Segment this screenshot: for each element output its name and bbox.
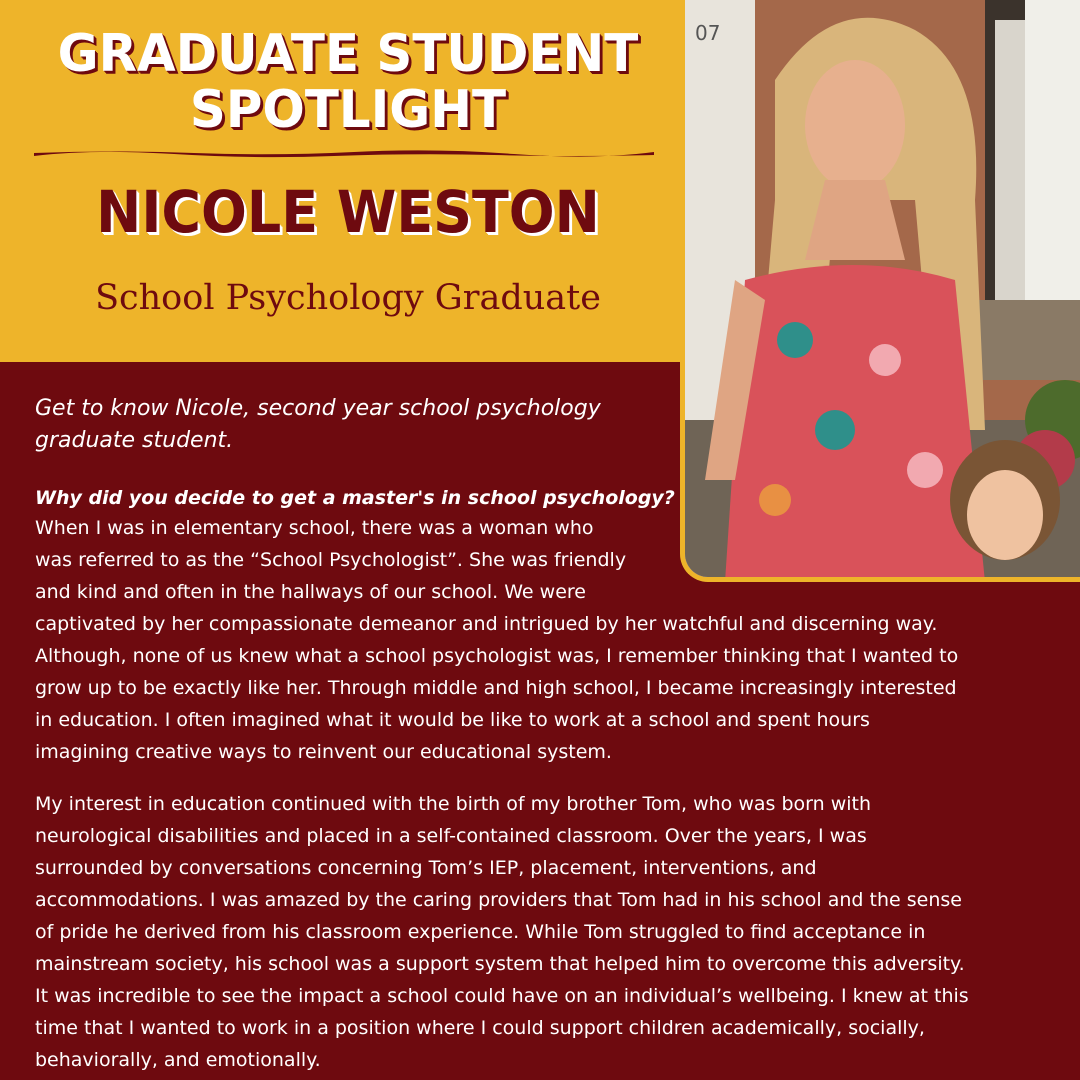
paragraph-line: grow up to be exactly like her. Through middle and high school, I became increasingly interested [35, 677, 957, 699]
program-subtitle: School Psychology Graduate [95, 278, 601, 318]
paragraph-line: and kind and often in the hallways of our school. We were [35, 581, 586, 603]
paragraph-line: When I was in elementary school, there was a woman who [35, 517, 594, 539]
headline-line-1: GRADUATE STUDENT [57, 24, 639, 84]
paragraph-line: It was incredible to see the impact a school could have on an individual’s wellbeing. I knew at this [35, 985, 969, 1007]
paragraph-line: My interest in education continued with the birth of my brother Tom, who was born with [35, 793, 872, 815]
paragraph-line: behaviorally, and emotionally. [35, 1049, 321, 1071]
paragraph-line: imagining creative ways to reinvent our educational system. [35, 741, 612, 763]
paragraph-line: of pride he derived from his classroom experience. While Tom struggled to find acceptance in [35, 921, 926, 943]
interview-question: Why did you decide to get a master's in school psychology? [35, 487, 675, 509]
paragraph-line: was referred to as the “School Psychologist”. She was friendly [35, 549, 627, 571]
answer-paragraph-1 [35, 512, 958, 768]
photo-illustration [685, 0, 1080, 582]
paragraph-line: surrounded by conversations concerning Tom’s IEP, placement, interventions, and [35, 857, 817, 879]
answer-paragraph-2 [35, 788, 969, 1076]
paragraph-line: accommodations. I was amazed by the caring providers that Tom had in his school and the sense [35, 889, 962, 911]
paragraph-line: in education. I often imagined what it would be like to work at a school and spent hours [35, 709, 870, 731]
paragraph-line: Although, none of us knew what a school psychologist was, I remember thinking that I wanted to [35, 645, 959, 667]
paragraph-line: mainstream society, his school was a support system that helped him to overcome this adversity. [35, 953, 965, 975]
intro-text: Get to know Nicole, second year school psychology graduate student. [35, 396, 601, 453]
student-photo [680, 0, 1080, 582]
paragraph-line: time that I wanted to work in a position where I could support children academically, socially, [35, 1017, 925, 1039]
paragraph-line: neurological disabilities and placed in a self-contained classroom. Over the years, I was [35, 825, 867, 847]
brush-divider [34, 148, 654, 158]
house-number: 07 [695, 21, 721, 45]
headline [31, 26, 665, 138]
headline-line-2: SPOTLIGHT [189, 80, 507, 140]
student-name: NICOLE WESTON [96, 178, 600, 246]
paragraph-line: captivated by her compassionate demeanor and intrigued by her watchful and discerning way. [35, 613, 938, 635]
